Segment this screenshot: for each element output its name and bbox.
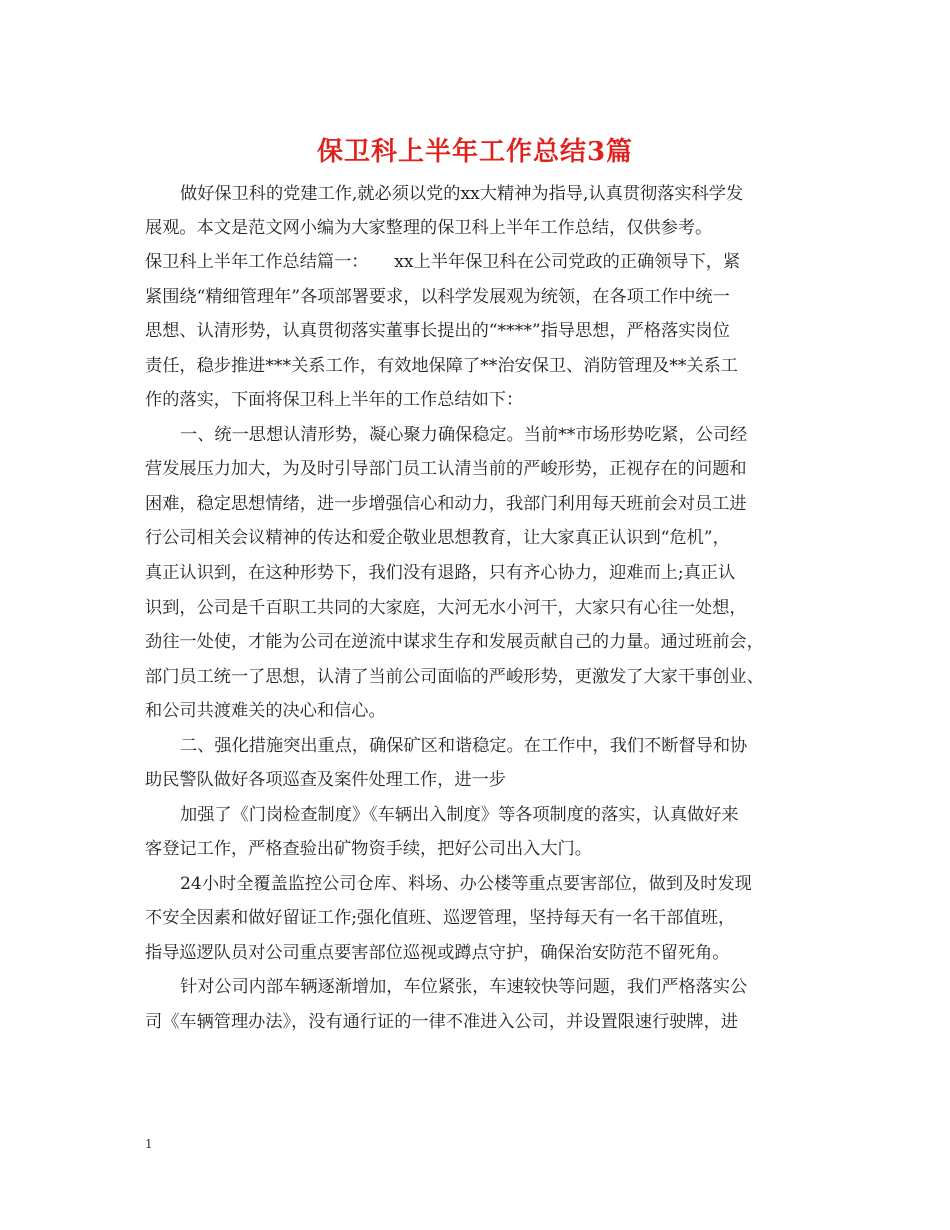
body-line-5: 思想、认清形势，认真贯彻落实董事长提出的“****”指导思想，严格落实岗位 <box>145 321 730 341</box>
body-line-13: 识到，公司是千百职工共同的大家庭，大河无水小河干，大家只有心往一处想， <box>145 598 747 618</box>
body-line-18: 助民警队做好各项巡查及案件处理工作，进一步 <box>145 770 506 790</box>
body-line-1: 做好保卫科的党建工作,就必须以党的xx大精神为指导,认真贯彻落实科学发 <box>180 184 744 204</box>
body-line-12: 真正认识到，在这种形势下，我们没有退路，只有齐心协力，迎难而上;真正认 <box>145 563 736 583</box>
body-line-19: 加强了《门岗检查制度》《车辆出入制度》等各项制度的落实，认真做好来 <box>180 805 739 825</box>
body-line-7: 作的落实，下面将保卫科上半年的工作总结如下： <box>145 390 524 410</box>
body-line-25: 司《车辆管理办法》，没有通行证的一律不准进入公司，并设置限速行驶牌，进 <box>145 1012 738 1032</box>
body-line-22: 不安全因素和做好留证工作;强化值班、巡逻管理，坚持每天有一名干部值班， <box>145 908 736 928</box>
document-title: 保卫科上半年工作总结3篇 <box>316 137 634 167</box>
body-line-24: 针对公司内部车辆逐渐增加，车位紧张，车速较快等问题，我们严格落实公 <box>180 977 748 997</box>
body-line-16: 和公司共渡难关的决心和信心。 <box>145 701 386 721</box>
body-line-17: 二、强化措施突出重点，确保矿区和谐稳定。在工作中，我们不断督导和协 <box>180 736 748 756</box>
body-line-2: 展观。本文是范文网小编为大家整理的保卫科上半年工作总结，仅供参考。 <box>145 218 713 238</box>
body-line-11: 行公司相关会议精神的传达和爱企敬业思想教育，让大家真正认识到“危机”， <box>145 528 730 548</box>
body-line-14: 劲往一处使，才能为公司在逆流中谋求生存和发展贡献自己的力量。通过班前会， <box>145 632 764 652</box>
body-line-6: 责任，稳步推进***关系工作，有效地保障了**治安保卫、消防管理及**关系工 <box>145 356 738 376</box>
body-line-20: 客登记工作，严格查验出矿物资手续，把好公司出入大门。 <box>145 839 592 859</box>
body-line-8: 一、统一思想认清形势，凝心聚力确保稳定。当前**市场形势吃紧，公司经 <box>180 425 748 445</box>
body-line-23: 指导巡逻队员对公司重点要害部位巡视或蹲点守护，确保治安防范不留死角。 <box>145 943 730 963</box>
body-line-21: 24小时全覆盖监控公司仓库、料场、办公楼等重点要害部位，做到及时发现 <box>180 874 752 894</box>
body-line-15: 部门员工统一了思想，认清了当前公司面临的严峻形势，更激发了大家干事创业、 <box>145 667 764 687</box>
body-line-9: 营发展压力加大，为及时引导部门员工认清当前的严峻形势，正视存在的问题和 <box>145 459 747 479</box>
page-number: 1 <box>145 1137 153 1151</box>
body-line-3: 保卫科上半年工作总结篇一： xx上半年保卫科在公司党政的正确领导下，紧 <box>145 252 741 272</box>
body-line-4: 紧围绕“精细管理年”各项部署要求，以科学发展观为统领，在各项工作中统一 <box>145 287 730 307</box>
body-line-10: 困难，稳定思想情绪，进一步增强信心和动力，我部门利用每天班前会对员工进 <box>145 494 747 514</box>
